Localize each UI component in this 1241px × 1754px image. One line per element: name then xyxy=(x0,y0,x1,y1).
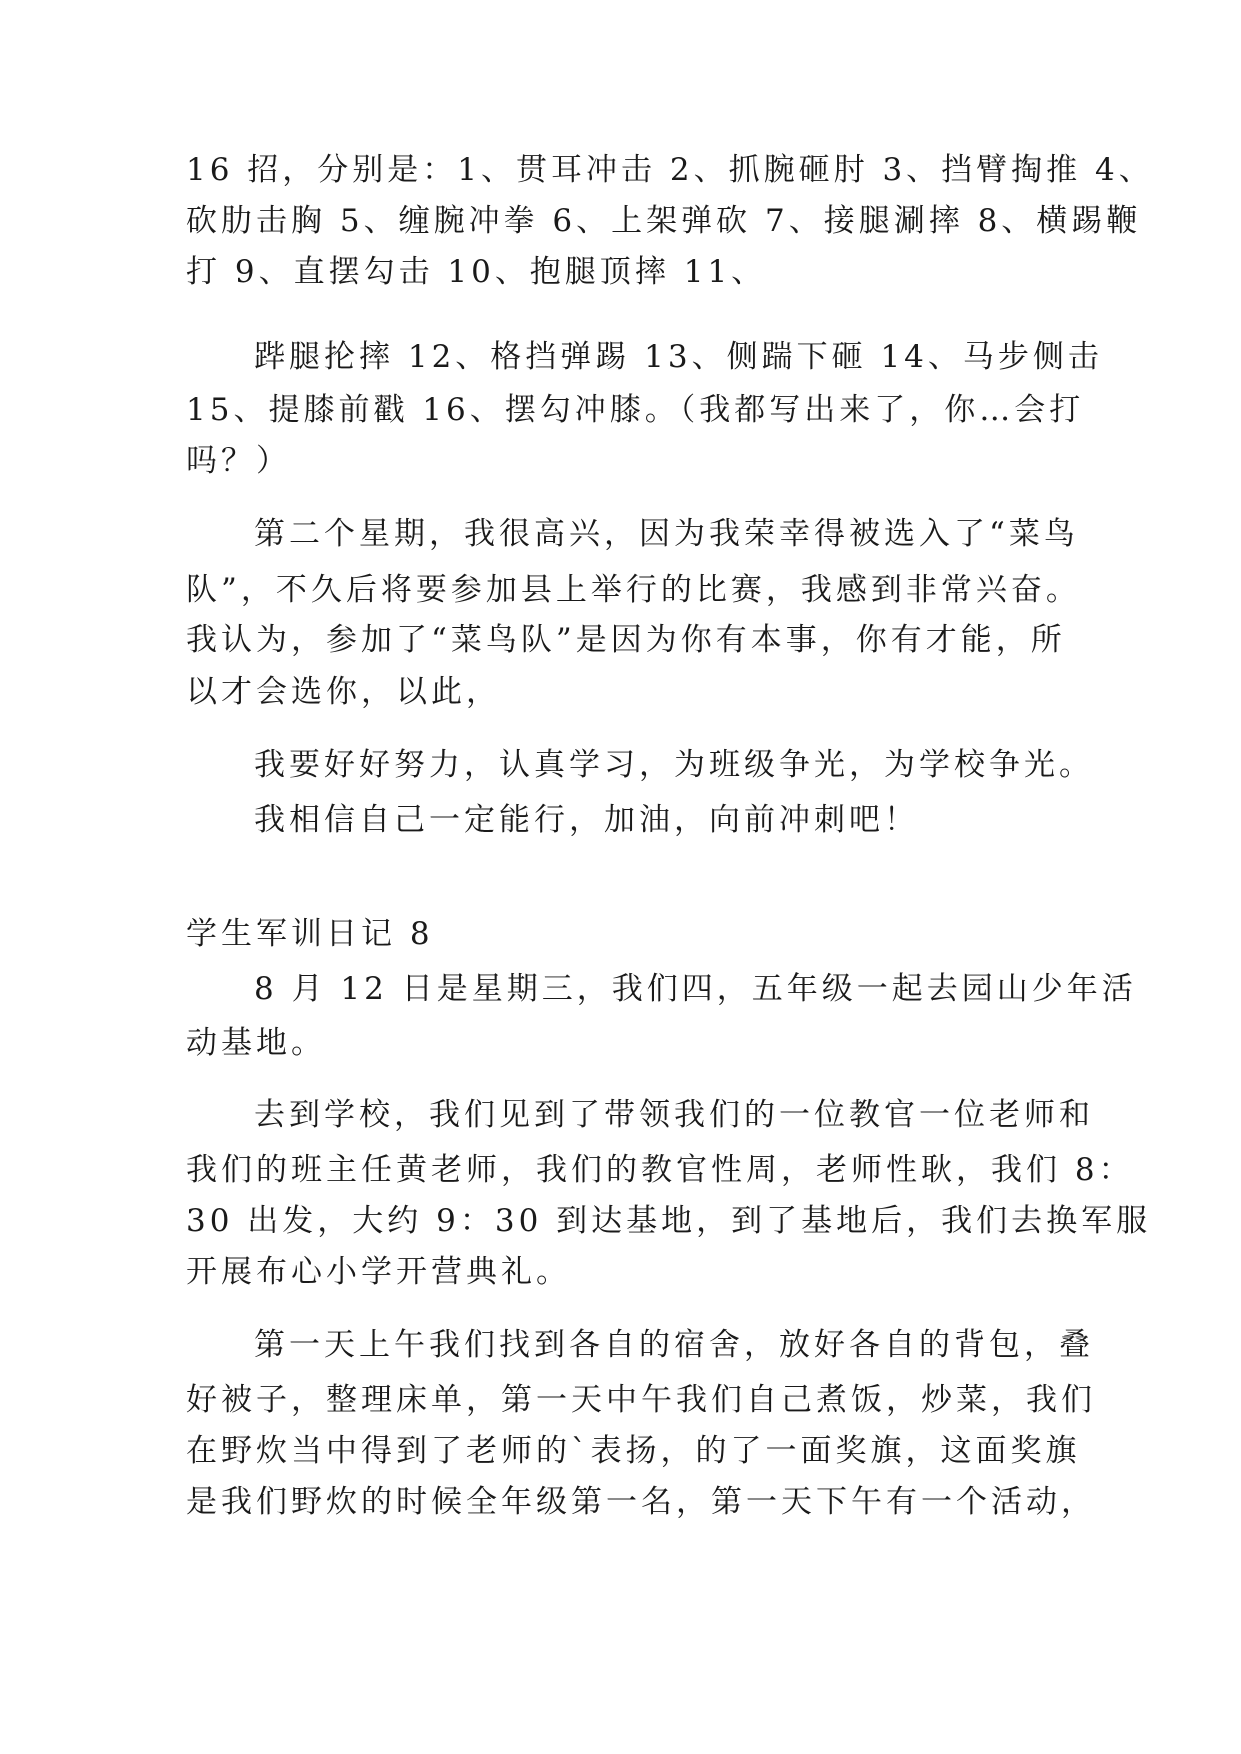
text-line: 以才会选你，以此， xyxy=(186,674,501,710)
text-line: 在野炊当中得到了老师的`表扬，的了一面奖旗，这面奖旗 xyxy=(186,1433,1081,1469)
text-line: 我们的班主任黄老师，我们的教官性周，老师性耿，我们 8： xyxy=(186,1152,1134,1188)
text-line: 我要好好努力，认真学习，为班级争光，为学校争光。 xyxy=(254,747,1094,783)
text-line: 8 月 12 日是星期三，我们四，五年级一起去园山少年活 xyxy=(254,971,1137,1007)
text-line: 30 出发，大约 9：30 到达基地，到了基地后，我们去换军服 xyxy=(186,1203,1152,1239)
text-line: 队”，不久后将要参加县上举行的比赛，我感到非常兴奋。 xyxy=(186,572,1081,608)
section-title: 学生军训日记 8 xyxy=(186,916,434,952)
text-line: 16 招，分别是：1、贯耳冲击 2、抓腕砸肘 3、挡臂掏推 4、 xyxy=(186,152,1154,188)
text-line: 15、提膝前戳 16、摆勾冲膝。（我都写出来了，你…会打 xyxy=(186,392,1085,428)
text-line: 开展布心小学开营典礼。 xyxy=(186,1254,571,1290)
text-line: 去到学校，我们见到了带领我们的一位教官一位老师和 xyxy=(254,1097,1094,1133)
text-line: 砍肋击胸 5、缠腕冲拳 6、上架弹砍 7、接腿涮摔 8、横踢鞭 xyxy=(186,203,1142,239)
text-line: 动基地。 xyxy=(186,1025,326,1061)
text-line: 跸腿抡摔 12、格挡弹踢 13、侧踹下砸 14、马步侧击 xyxy=(254,339,1103,375)
text-line: 我认为，参加了“菜鸟队”是因为你有本事，你有才能，所 xyxy=(186,622,1066,658)
text-line: 第二个星期，我很高兴，因为我荣幸得被选入了“菜鸟 xyxy=(254,516,1079,552)
text-line: 第一天上午我们找到各自的宿舍，放好各自的背包，叠 xyxy=(254,1327,1094,1363)
text-line: 我相信自己一定能行，加油，向前冲刺吧！ xyxy=(254,802,919,838)
text-line: 是我们野炊的时候全年级第一名，第一天下午有一个活动， xyxy=(186,1484,1096,1520)
text-line: 好被子，整理床单，第一天中午我们自己煮饭，炒菜，我们 xyxy=(186,1382,1096,1418)
text-line: 吗？） xyxy=(186,443,291,479)
text-line: 打 9、直摆勾击 10、抱腿顶摔 11、 xyxy=(186,254,767,290)
